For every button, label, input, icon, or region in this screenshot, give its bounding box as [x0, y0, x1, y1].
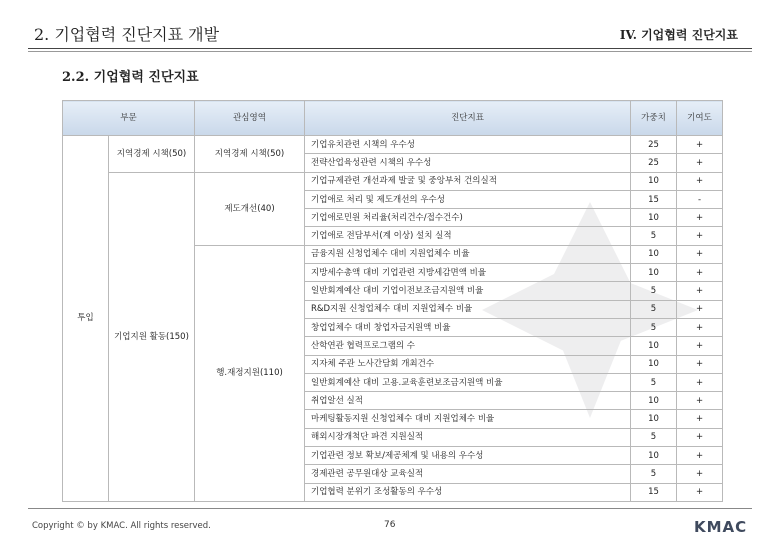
contribution-cell: + — [677, 337, 723, 355]
weight-cell: 5 — [631, 227, 677, 245]
weight-cell: 10 — [631, 337, 677, 355]
weight-cell: 5 — [631, 465, 677, 483]
group-cell: 기업지원 활동(150) — [109, 172, 195, 501]
weight-cell: 10 — [631, 245, 677, 263]
table-row — [63, 136, 723, 154]
weight-cell: 10 — [631, 410, 677, 428]
weight-cell: 5 — [631, 318, 677, 336]
weight-cell: 10 — [631, 264, 677, 282]
contribution-cell: + — [677, 209, 723, 227]
area-cell: 제도개선(40) — [195, 172, 305, 245]
header-part: 부문 — [63, 101, 195, 136]
page-number: 76 — [384, 520, 396, 530]
indicator-cell: 해외시장개척단 파견 지원실적 — [305, 428, 631, 446]
contribution-cell: + — [677, 318, 723, 336]
contribution-cell: + — [677, 373, 723, 391]
indicator-cell: 일반회계예산 대비 기업이전보조금지원액 비율 — [305, 282, 631, 300]
indicator-cell: 산학연관 협력프로그램의 수 — [305, 337, 631, 355]
header-indicator: 진단지표 — [305, 101, 631, 136]
contribution-cell: + — [677, 264, 723, 282]
weight-cell: 5 — [631, 282, 677, 300]
copyright-text: Copyright © by KMAC. All rights reserved. — [32, 521, 211, 531]
indicator-cell: 경제관련 공무원대상 교육실적 — [305, 465, 631, 483]
weight-cell: 10 — [631, 392, 677, 410]
indicator-cell: 기업협력 분위기 조성활동의 우수성 — [305, 483, 631, 501]
contribution-cell: + — [677, 483, 723, 501]
weight-cell: 10 — [631, 172, 677, 190]
area-cell: 행.재정지원(110) — [195, 245, 305, 501]
header-divider — [28, 48, 752, 49]
indicator-cell: 기업애로민원 처리율(처리건수/접수건수) — [305, 209, 631, 227]
header-weight: 가중치 — [631, 101, 677, 136]
contribution-cell: + — [677, 154, 723, 172]
header-area: 관심영역 — [195, 101, 305, 136]
indicator-table — [62, 100, 723, 502]
contribution-cell: + — [677, 227, 723, 245]
weight-cell: 25 — [631, 136, 677, 154]
contribution-cell: + — [677, 136, 723, 154]
weight-cell: 15 — [631, 190, 677, 208]
contribution-cell: + — [677, 428, 723, 446]
indicator-cell: 창업업체수 대비 창업자금지원액 비율 — [305, 318, 631, 336]
indicator-cell: 취업알선 실적 — [305, 392, 631, 410]
contribution-cell: + — [677, 245, 723, 263]
contribution-cell: - — [677, 190, 723, 208]
weight-cell: 5 — [631, 373, 677, 391]
weight-cell: 15 — [631, 483, 677, 501]
weight-cell: 5 — [631, 300, 677, 318]
indicator-cell: 기업관련 정보 확보/제공체계 및 내용의 우수성 — [305, 447, 631, 465]
footer-divider — [28, 508, 752, 509]
contribution-cell: + — [677, 172, 723, 190]
indicator-cell: 지방세수총액 대비 기업관련 지방세감면액 비율 — [305, 264, 631, 282]
section-title: 2.2. 기업협력 진단지표 — [62, 70, 199, 85]
indicator-cell: 기업유치관련 시책의 우수성 — [305, 136, 631, 154]
indicator-cell: R&D지원 신청업체수 대비 지원업체수 비율 — [305, 300, 631, 318]
section-header: IV. 기업협력 진단지표 — [619, 28, 738, 42]
indicator-cell: 일반회계예산 대비 고용.교육훈련보조금지원액 비율 — [305, 373, 631, 391]
part-cell: 투입 — [63, 136, 109, 502]
weight-cell: 5 — [631, 428, 677, 446]
contribution-cell: + — [677, 410, 723, 428]
weight-cell: 10 — [631, 355, 677, 373]
chapter-title: 2. 기업협력 진단지표 개발 — [34, 25, 220, 44]
contribution-cell: + — [677, 447, 723, 465]
header-contribution: 기여도 — [677, 101, 723, 136]
weight-cell: 10 — [631, 447, 677, 465]
header-divider-thin — [28, 51, 752, 52]
indicator-cell: 기업애로 처리 및 제도개선의 우수성 — [305, 190, 631, 208]
indicator-cell: 마케팅활동지원 신청업체수 대비 지원업체수 비율 — [305, 410, 631, 428]
table-row — [63, 172, 723, 190]
contribution-cell: + — [677, 355, 723, 373]
contribution-cell: + — [677, 282, 723, 300]
area-cell: 지역경제 시책(50) — [195, 136, 305, 173]
indicator-cell: 전략산업육성관련 시책의 우수성 — [305, 154, 631, 172]
group-cell: 지역경제 시책(50) — [109, 136, 195, 173]
indicator-cell: 기업애로 전담부서(계 이상) 설치 실적 — [305, 227, 631, 245]
contribution-cell: + — [677, 465, 723, 483]
kmac-logo: KMAC — [694, 518, 748, 536]
indicator-cell: 기업규제관련 개선과제 발굴 및 중앙부처 건의실적 — [305, 172, 631, 190]
weight-cell: 25 — [631, 154, 677, 172]
indicator-cell: 지자체 주관 노사간담회 개최건수 — [305, 355, 631, 373]
table-header-row — [63, 101, 723, 136]
contribution-cell: + — [677, 392, 723, 410]
weight-cell: 10 — [631, 209, 677, 227]
contribution-cell: + — [677, 300, 723, 318]
indicator-cell: 금융지원 신청업체수 대비 지원업체수 비율 — [305, 245, 631, 263]
